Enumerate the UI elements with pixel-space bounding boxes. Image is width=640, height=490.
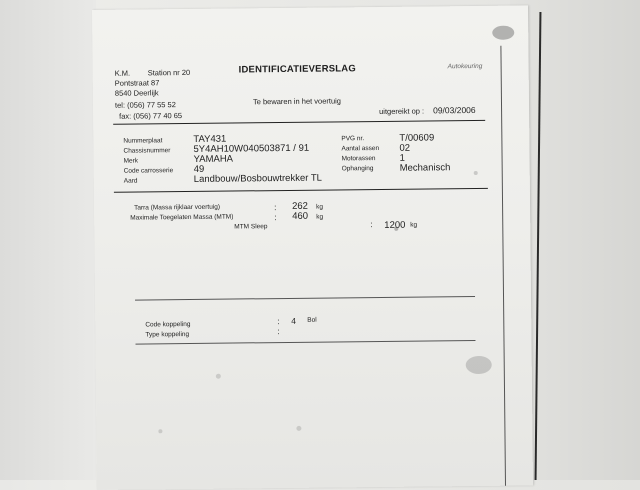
paper-fold-line	[500, 46, 506, 486]
dirt-spot	[216, 374, 221, 379]
tare-value: 262	[292, 200, 308, 212]
brand-value: YAMAHA	[193, 153, 234, 165]
suspension-value: Mechanisch	[399, 162, 451, 174]
tare-unit: kg	[316, 203, 323, 211]
dirt-spot	[466, 356, 492, 374]
header-divider	[113, 120, 485, 125]
body-code-label: Code carrosserie	[123, 167, 174, 175]
issued-date: 09/03/2006	[433, 104, 476, 116]
coupling-code-label: Code koppeling	[145, 320, 191, 329]
motor-axles-value: 1	[399, 152, 405, 164]
mtm-tow-value: 1200	[384, 219, 406, 231]
dirt-spot	[474, 171, 478, 175]
company-stamp: Autokeuring	[447, 62, 483, 71]
document-sheet: K.M. Station nr 20 Pontstraat 87 8540 Deerlijk tel: (056) 77 55 52 fax: (056) 77 40 65 IDENTIFICATIEVERSLAG Autokeuring Te bewaren in het voertuig uitgereikt op : 09/03/2006 Nummerplaat TAY431 Chassisnummer 5Y4AH10W040503871 / 91 Merk YAMAHA Code carrosserie 49 Aard Landbouw/Bosbouwtrekker TL PVG nr. T/00609 Aantal assen 02 Motorassen 1 Ophanging Mechanisch Tarra (Massa rijklaar voertuig) : 262 kg Maximale Toegelaten Massa (MTM) : 460 kg MTM Sleep : 1200 kg Code koppeling : 4 Bol Type koppeling :	[92, 5, 533, 490]
axles-label: Aantal assen	[341, 145, 380, 153]
suspension-label: Ophanging	[341, 165, 374, 173]
pvg-label: PVG nr.	[341, 135, 365, 143]
axles-value: 02	[399, 142, 411, 154]
mtm-tow-unit: kg	[410, 221, 418, 229]
coupling-divider	[135, 340, 475, 345]
masses-divider	[135, 296, 475, 301]
dirt-spot	[492, 26, 514, 40]
vehicle-divider	[114, 188, 488, 193]
mtm-unit: kg	[316, 213, 324, 221]
coupling-type-label: Type koppeling	[145, 331, 190, 339]
tare-label: Tarra (Massa rijklaar voertuig)	[134, 203, 221, 212]
mtm-tow-label: MTM Sleep	[234, 223, 268, 231]
chassis-label: Chassisnummer	[123, 147, 171, 155]
vehicle-type-value: Landbouw/Bosbouwtrekker TL	[193, 172, 322, 185]
mtm-label: Maximale Toegelaten Massa (MTM)	[130, 213, 234, 222]
phone-number: tel: (056) 77 55 52	[114, 100, 176, 110]
background-left	[0, 0, 96, 480]
mtm-value: 460	[292, 210, 309, 222]
coupling-code-value: 4	[291, 315, 297, 326]
dirt-spot	[296, 426, 301, 431]
chassis-value: 5Y4AH10W040503871 / 91	[193, 142, 310, 155]
station-number: Station nr 20	[147, 67, 191, 78]
fax-number: fax: (056) 77 40 65	[119, 111, 183, 121]
body-code-value: 49	[193, 163, 205, 175]
motor-axles-label: Motorassen	[341, 155, 376, 163]
keep-in-vehicle-note: Te bewaren in het voertuig	[252, 96, 341, 107]
dirt-spot	[158, 429, 162, 433]
address-city: 8540 Deerlijk	[114, 88, 159, 98]
document-title: IDENTIFICATIEVERSLAG	[238, 63, 356, 76]
coupling-code-type: Bol	[307, 316, 317, 324]
dirt-spot	[394, 227, 398, 231]
pvg-value: T/00609	[399, 132, 435, 144]
brand-label: Merk	[123, 157, 139, 165]
station-name: K.M.	[114, 68, 131, 78]
issued-label: uitgereikt op :	[379, 106, 425, 116]
address-street: Pontstraat 87	[114, 78, 160, 88]
plate-value: TAY431	[193, 133, 227, 145]
vehicle-type-label: Aard	[123, 177, 138, 185]
plate-label: Nummerplaat	[123, 137, 163, 145]
